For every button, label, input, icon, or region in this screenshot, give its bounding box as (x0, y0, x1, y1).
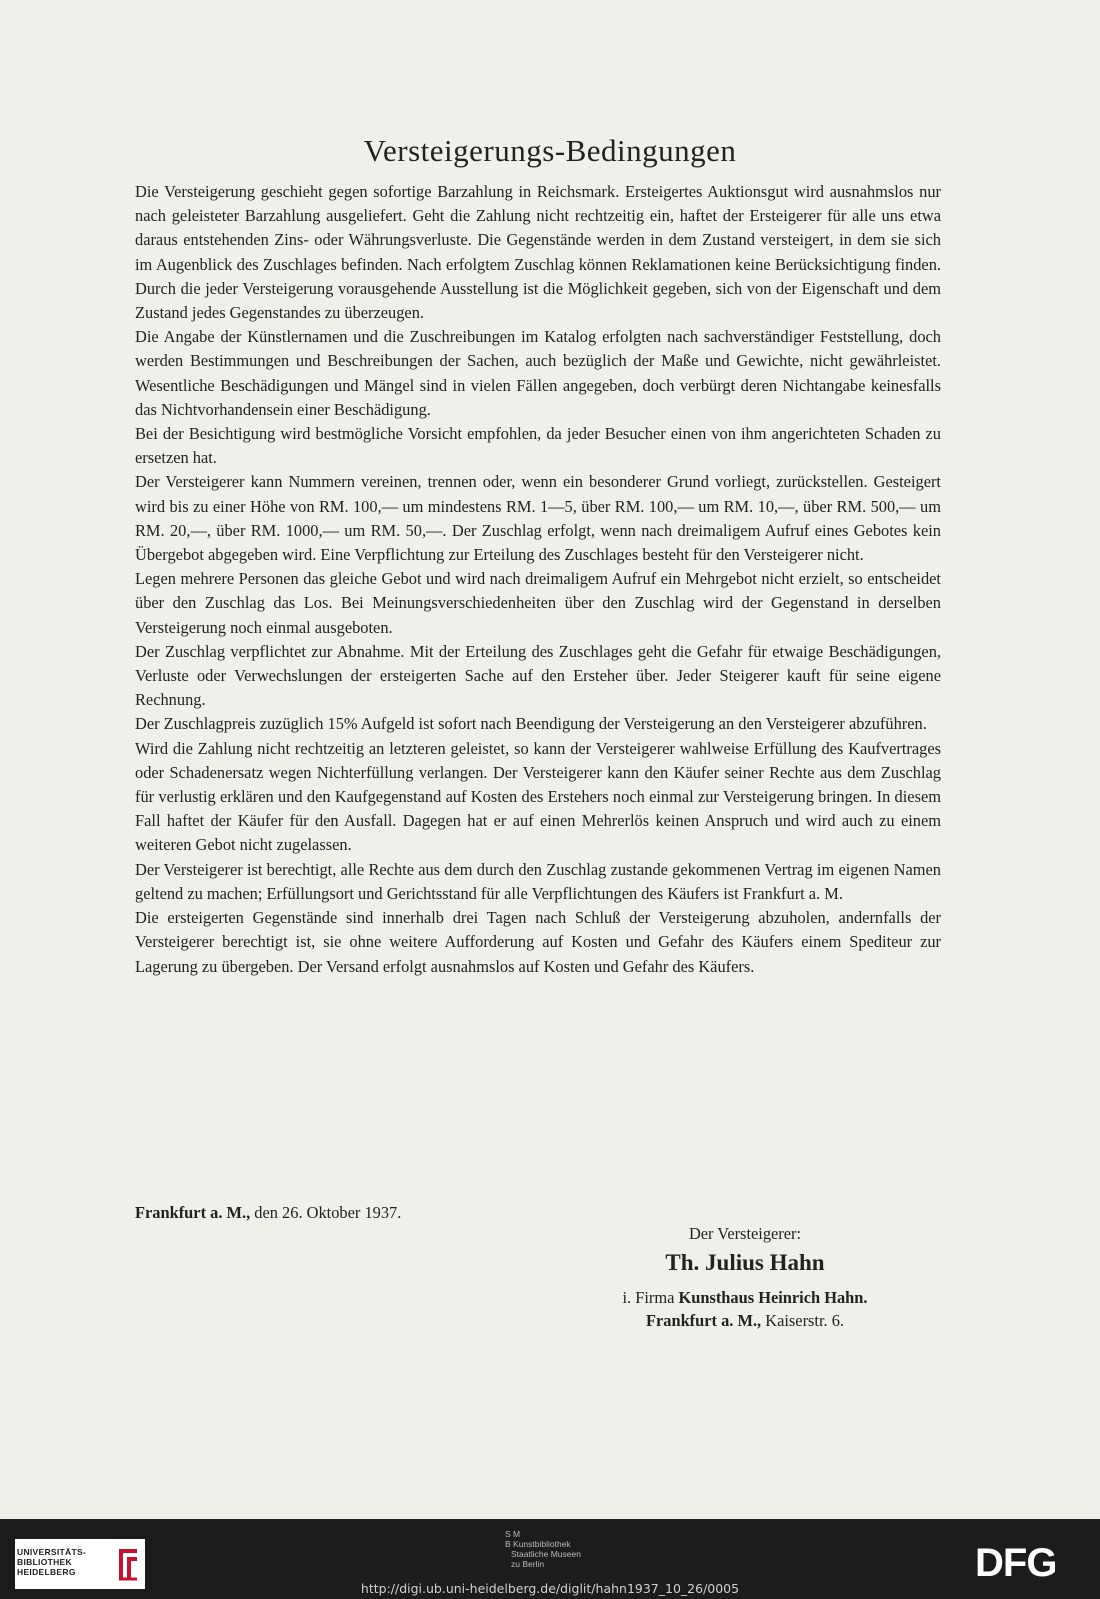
signature-label: Der Versteigerer: (688, 1224, 802, 1243)
dfg-logo[interactable]: DFG (975, 1541, 1057, 1585)
firm-prefix: i. Firma (622, 1288, 679, 1307)
paragraph-8: Wird die Zahlung nicht rechtzeitig an letzteren geleistet, so kann der Versteigerer wahlweise Erfüllung des Kaufvertrages oder Schadenersatz wegen Nichterfüllung verlangen. Der Versteigerer kann den Käufer seiner Rechte aus dem Zuschlag für verlustig erklären und den Kaufgegenstand auf Kosten des Erstehers noch einmal zur Versteigerung bringen. In diesem Fall haftet der Käufer für den Ausfall. Dagegen hat er auf einen Mehrerlös keinen Anspruch und wird auch zu einem weiteren Gebot nicht zugelassen. (135, 738, 941, 855)
paragraph-7: Der Zuschlagpreis zuzüglich 15% Aufgeld ist sofort nach Beendigung der Versteigerung an den Versteigerer abzuführen. (135, 714, 927, 734)
signature-firm (560, 1288, 930, 1308)
provenance-stamp: S M B Kunstbibliothek Staatliche Museen zu Berlin (505, 1529, 581, 1569)
address-street: Kaiserstr. 6. (761, 1311, 845, 1330)
library-name: UNIVERSITÄTS- BIBLIOTHEK HEIDELBERG (17, 1547, 87, 1577)
source-url[interactable]: http://digi.ub.uni-heidelberg.de/diglit/hahn1937_10_26/0005 (360, 1581, 740, 1596)
conditions-text (135, 180, 941, 979)
paragraph-6: Der Zuschlag verpflichtet zur Abnahme. Mit der Erteilung des Zuschlages geht die Gefahr für etwaige Beschädigungen, Verluste oder Verwechslungen der ersteigerten Sache auf den Ersteher über. Jeder Steigerer kauft für seine eigene Rechnung. (135, 641, 941, 710)
paragraph-1: Die Versteigerung geschieht gegen sofortige Barzahlung in Reichsmark. Ersteigertes Auktionsgut wird ausnahmslos nur nach geleisteter Barzahlung ausgeliefert. Geht die Zahlung nicht rechtzeitig ein, haftet der Ersteigerer für alle uns etwa daraus entstehenden Zins- oder Währungsverluste. Die Gegenstände werden in dem Zustand versteigert, in dem sie sich im Augenblick des Zuschlages befinden. Nach erfolgtem Zuschlag können Reklamationen keine Berücksichtigung finden. Durch die jeder Versteigerung vorausgehende Ausstellung ist die Möglichkeit gegeben, sich von der Eigenschaft und dem Zustand jedes Gegenstandes zu überzeugen. (135, 182, 941, 323)
paragraph-2: Die Angabe der Künstlernamen und die Zuschreibungen im Katalog erfolgten nach sachverständiger Feststellung, doch werden Bestimmungen und Beschreibungen der Sachen, auch bezüglich der Maße und Gewichte, nicht gewährleistet. Wesentliche Beschädigungen und Mängel sind in vielen Fällen angegeben, doch verbürgt deren Nichtangabe keinesfalls das Nichtvorhandensein einer Beschädigung. (135, 327, 941, 419)
paragraph-9: Der Versteigerer ist berechtigt, alle Rechte aus dem durch den Zuschlag zustande gekommenen Vertrag im eigenen Namen geltend zu machen; Erfüllungsort und Gerichtsstand für alle Verpflichtungen des Käufers ist Frankfurt a. M. (135, 859, 941, 903)
dateline-date: den 26. Oktober 1937. (250, 1203, 402, 1222)
signature-address (560, 1311, 930, 1331)
paragraph-5: Legen mehrere Personen das gleiche Gebot und wird nach dreimaligem Aufruf ein Mehrgebot nicht erzielt, so entscheidet über den Zuschlag das Los. Bei Meinungsverschiedenheiten über den Zuschlag wird der Gegenstand in derselben Versteigerung noch einmal ausgeboten. (135, 569, 941, 637)
signature-name: Th. Julius Hahn (665, 1250, 825, 1275)
dateline-place: Frankfurt a. M., (135, 1203, 251, 1222)
library-mark-icon (115, 1545, 141, 1583)
paragraph-3: Bei der Besichtigung wird bestmögliche Vorsicht empfohlen, da jeder Besucher einen von ihm angerichteten Schaden zu ersetzen hat. (135, 424, 941, 468)
paragraph-4: Der Versteigerer kann Nummern vereinen, trennen oder, wenn ein besonderer Grund vorliegt, zurückstellen. Gesteigert wird bis zu einer Höhe von RM. 100,— um mindestens RM. 1—5, über RM. 100,— um RM. 10,—, über RM. 500,— um RM. 20,—, über RM. 1000,— um RM. 50,—. Der Zuschlag erfolgt, wenn nach dreimaligem Aufruf eines Gebotes kein Übergebot abgegeben wird. Eine Verpflichtung zur Erteilung des Zuschlages besteht für den Versteigerer nicht. (135, 472, 941, 565)
page-title: Versteigerungs-Bedingungen (363, 133, 737, 168)
firm-name: Kunsthaus Heinrich Hahn. (678, 1288, 868, 1307)
paragraph-10: Die ersteigerten Gegenstände sind innerhalb drei Tagen nach Schluß der Versteigerung abzuholen, andernfalls der Versteigerer berechtigt ist, sie ohne weitere Aufforderung auf Kosten und Gefahr des Käufers einem Spediteur zur Lagerung zu übergeben. Der Versand erfolgt ausnahmslos auf Kosten und Gefahr des Käufers. (135, 908, 941, 976)
address-city: Frankfurt a. M., (645, 1311, 762, 1330)
dateline (135, 1203, 401, 1223)
